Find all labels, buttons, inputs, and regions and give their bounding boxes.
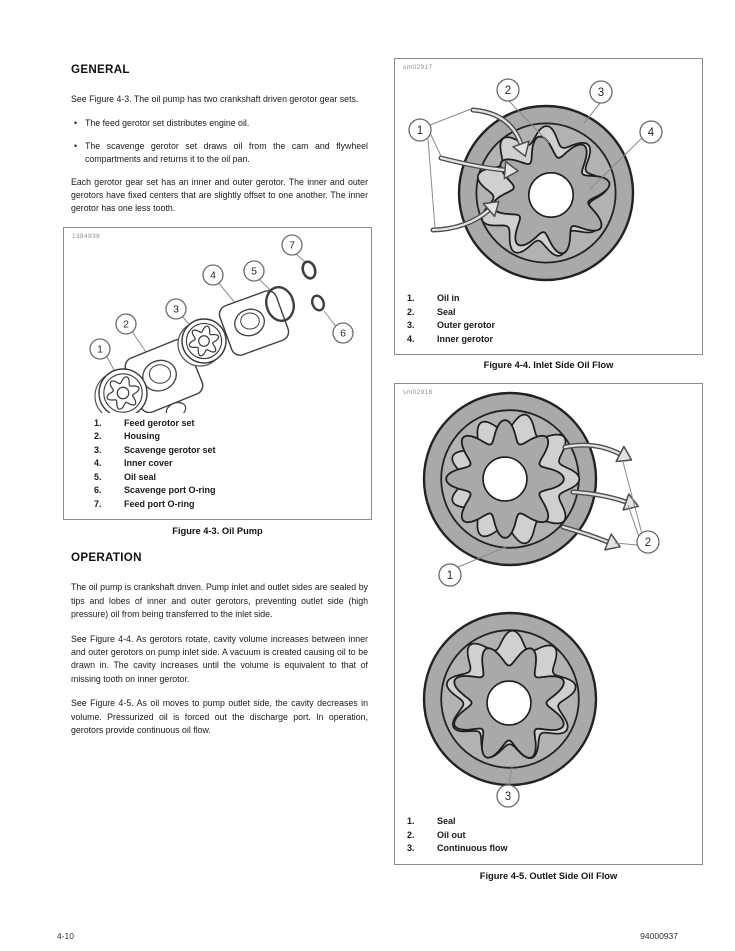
svg-text:1: 1 (416, 125, 424, 137)
document-number: 94000937 (640, 931, 678, 941)
legend-row: 2. Oil out (407, 829, 466, 840)
figure-4-4-box (394, 58, 703, 355)
legend-row: 3. Scavenge gerotor set (94, 444, 216, 455)
callout-1 (439, 564, 461, 586)
svg-text:5: 5 (251, 265, 257, 278)
callout-4 (203, 265, 223, 285)
callout-4 (640, 121, 662, 143)
callout-6 (333, 323, 353, 343)
svg-text:1: 1 (97, 343, 103, 356)
page-number: 4-10 (57, 931, 75, 941)
svg-text:4: 4 (210, 269, 216, 282)
operation-paragraph-3: See Figure 4-5. As oil moves to pump outlet side, the cavity decreases in volume. Pressurized oil is forced out the discharge port. In operation, gerotors provide continuous oil flow. (71, 698, 368, 735)
left-column (71, 55, 368, 748)
callout-1 (90, 339, 110, 359)
svg-text:3: 3 (504, 791, 512, 803)
svg-text:4: 4 (647, 127, 655, 139)
callout-3 (166, 299, 186, 319)
callout-7 (282, 235, 302, 255)
figure-4-3-art (64, 228, 371, 413)
svg-text:2: 2 (123, 318, 129, 331)
figure-4-5-legend (395, 812, 702, 864)
bullet-item: • The scavenge gerotor set draws oil from the cam and flywheel compartments and returns it to the oil pan. (71, 140, 368, 167)
legend-row: 4. Inner cover (94, 458, 173, 469)
general-paragraph-2: Each gerotor gear set has an inner and outer gerotor. The inner and outer gerotors have fixed centers that are slightly offset to one another. The inner gerotor has one less tooth. (71, 176, 368, 214)
figure-4-3-image-id: 1384938 (72, 232, 101, 240)
legend-row: 3. Continuous flow (407, 843, 508, 853)
general-heading: GENERAL (71, 63, 130, 76)
figure-4-5-box (394, 383, 703, 865)
svg-text:1: 1 (446, 570, 454, 582)
legend-row: 6. Scavenge port O-ring (94, 485, 216, 496)
figure-4-3-legend (64, 413, 371, 520)
svg-text:7: 7 (289, 239, 295, 252)
callout-3 (590, 81, 612, 103)
legend-row: 5. Oil seal (94, 471, 157, 482)
inlet-gerotor-drawing (428, 100, 642, 280)
figure-4-4-caption: Figure 4-4. Inlet Side Oil Flow (483, 360, 614, 370)
svg-text:6: 6 (340, 327, 346, 340)
figure-4-4-legend (395, 289, 702, 354)
figure-4-5-image-id: sm02918 (403, 389, 433, 396)
operation-paragraph-2: See Figure 4-4. As gerotors rotate, cavity volume increases between inner and outer gerotors on pump inlet side. A vacuum is created causing oil to be drawn in. The cavity increases until the volume is equivalent to that of missing tooth on inner gerotor. (71, 633, 368, 684)
callout-2 (116, 314, 136, 334)
legend-row: 1. Oil in (407, 293, 460, 303)
callout-5 (244, 261, 264, 281)
callout-2 (637, 531, 659, 553)
callout-1 (409, 119, 431, 141)
legend-row: 1. Feed gerotor set (94, 417, 195, 428)
operation-heading: OPERATION (71, 551, 142, 565)
legend-row: 1. Seal (407, 816, 456, 826)
bullet-item: • The feed gerotor set distributes engine oil. (71, 117, 368, 130)
svg-text:3: 3 (173, 303, 179, 316)
svg-text:3: 3 (597, 87, 605, 99)
callout-2 (497, 79, 519, 101)
legend-row: 3. Outer gerotor (407, 320, 496, 330)
figure-4-5-caption: Figure 4-5. Outlet Side Oil Flow (479, 870, 618, 881)
figure-4-3-caption: Figure 4-3. Oil Pump (172, 526, 263, 537)
figure-4-4-art (395, 59, 702, 289)
legend-row: 2. Seal (407, 306, 456, 317)
svg-text:2: 2 (504, 85, 512, 97)
general-bullet-list (71, 117, 368, 166)
operation-paragraph-1: The oil pump is crankshaft driven. Pump inlet and outlet sides are sealed by tips and lobes of inner and outer gerotors, preventing outlet side (high pressure) oil from being transferred to the inlet side. (71, 582, 368, 620)
figure-4-3-box (63, 227, 372, 521)
legend-row: 4. Inner gerotor (407, 333, 494, 344)
right-column (394, 58, 703, 896)
outlet-gerotor-drawing (424, 393, 642, 785)
general-paragraph-1: See Figure 4-3. The oil pump has two crankshaft driven gerotor gear sets. (71, 94, 359, 104)
callout-3 (497, 785, 519, 807)
figure-4-5-art (395, 384, 702, 812)
figure-4-4-image-id: sm02917 (403, 64, 433, 71)
svg-text:2: 2 (644, 537, 652, 549)
legend-row: 7. Feed port O-ring (94, 498, 195, 509)
legend-row: 2. Housing (94, 431, 160, 442)
